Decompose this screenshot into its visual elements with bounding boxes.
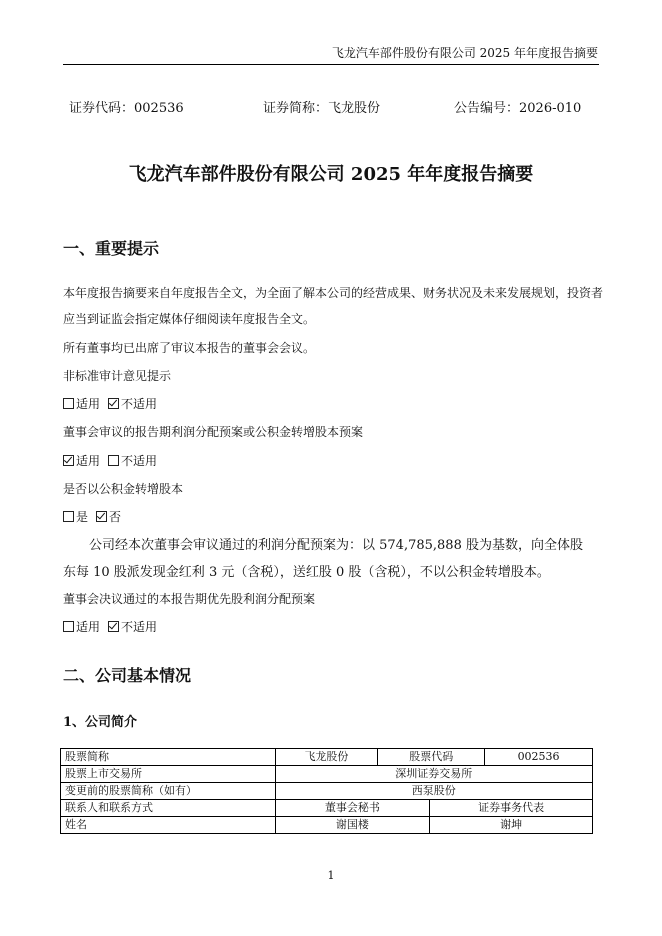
company-profile-table — [60, 748, 593, 834]
running-header: 飞龙汽车部件股份有限公司 2025 年年度报告摘要 — [331, 46, 598, 60]
profit-option-not-applicable: 不适用 — [121, 454, 158, 468]
checkbox-checked-icon — [63, 455, 74, 466]
security-code: 证券代码：002536 — [69, 101, 184, 116]
profit-option-applicable: 适用 — [76, 454, 101, 468]
section-heading-important-notice: 一、重要提示 — [63, 239, 160, 258]
table-cell-value: 飞龙股份 — [275, 749, 378, 766]
table-column-header: 董事会秘书 — [275, 800, 430, 817]
reserve-option-yes: 是 — [76, 510, 89, 524]
table-cell-label: 股票上市交易所 — [61, 766, 276, 783]
checkbox-checked-icon — [108, 398, 119, 409]
checkbox-checked-icon — [96, 511, 107, 522]
pref-option-applicable: 适用 — [76, 620, 101, 634]
table-cell-label: 姓名 — [61, 817, 276, 834]
subsection-company-profile: 1、公司简介 — [63, 715, 138, 730]
checkbox-unchecked-icon — [63, 398, 74, 409]
audit-option-not-applicable: 不适用 — [121, 397, 158, 411]
capital-reserve-options — [63, 508, 121, 525]
profit-plan-options — [63, 452, 157, 469]
checkbox-checked-icon — [108, 621, 119, 632]
table-row — [61, 817, 593, 834]
document-title: 飞龙汽车部件股份有限公司 2025 年年度报告摘要 — [128, 164, 534, 185]
capital-reserve-label: 是否以公积金转增股本 — [63, 482, 184, 496]
checkbox-unchecked-icon — [63, 621, 74, 632]
profit-plan-label: 董事会审议的报告期利润分配预案或公积金转增股本预案 — [63, 425, 364, 439]
table-row — [61, 749, 593, 766]
checkbox-unchecked-icon — [108, 455, 119, 466]
table-cell-value: 西泵股份 — [275, 783, 592, 800]
table-cell-value: 谢坤 — [430, 817, 593, 834]
reserve-option-no: 否 — [109, 510, 122, 524]
distribution-plan-line2: 东每 10 股派发现金红利 3 元（含税），送红股 0 股（含税），不以公积金转增股本。 — [63, 565, 550, 580]
security-short-name: 证券简称：飞龙股份 — [263, 101, 381, 116]
table-column-header: 证券事务代表 — [430, 800, 593, 817]
table-cell-label: 股票代码 — [378, 749, 485, 766]
directors-attendance: 所有董事均已出席了审议本报告的董事会会议。 — [63, 341, 316, 355]
pref-option-not-applicable: 不适用 — [121, 620, 158, 634]
table-row — [61, 766, 593, 783]
audit-options — [63, 395, 157, 412]
table-cell-value: 谢国楼 — [275, 817, 430, 834]
table-cell-label: 变更前的股票简称（如有） — [61, 783, 276, 800]
intro-paragraph-line2: 应当到证监会指定媒体仔细阅读年度报告全文。 — [63, 312, 316, 326]
notice-number: 公告编号：2026-010 — [454, 101, 582, 116]
table-cell-value: 深圳证券交易所 — [275, 766, 592, 783]
table-cell-label: 联系人和联系方式 — [61, 800, 276, 817]
header-divider — [63, 64, 599, 65]
preferred-share-options — [63, 618, 157, 635]
intro-paragraph-line1: 本年度报告摘要来自年度报告全文，为全面了解本公司的经营成果、财务状况及未来发展规划，投资者 — [63, 286, 604, 300]
preferred-share-label: 董事会决议通过的本报告期优先股利润分配预案 — [63, 592, 316, 606]
distribution-plan-line1: 公司经本次董事会审议通过的利润分配预案为：以 574,785,888 股为基数，向全体股 — [89, 538, 583, 553]
table-row — [61, 783, 593, 800]
checkbox-unchecked-icon — [63, 511, 74, 522]
page-number: 1 — [327, 869, 335, 882]
table-cell-value: 002536 — [485, 749, 593, 766]
audit-opinion-label: 非标准审计意见提示 — [63, 369, 172, 383]
table-cell-label: 股票简称 — [61, 749, 276, 766]
section-heading-company-info: 二、公司基本情况 — [63, 666, 192, 685]
audit-option-applicable: 适用 — [76, 397, 101, 411]
table-row — [61, 800, 593, 817]
